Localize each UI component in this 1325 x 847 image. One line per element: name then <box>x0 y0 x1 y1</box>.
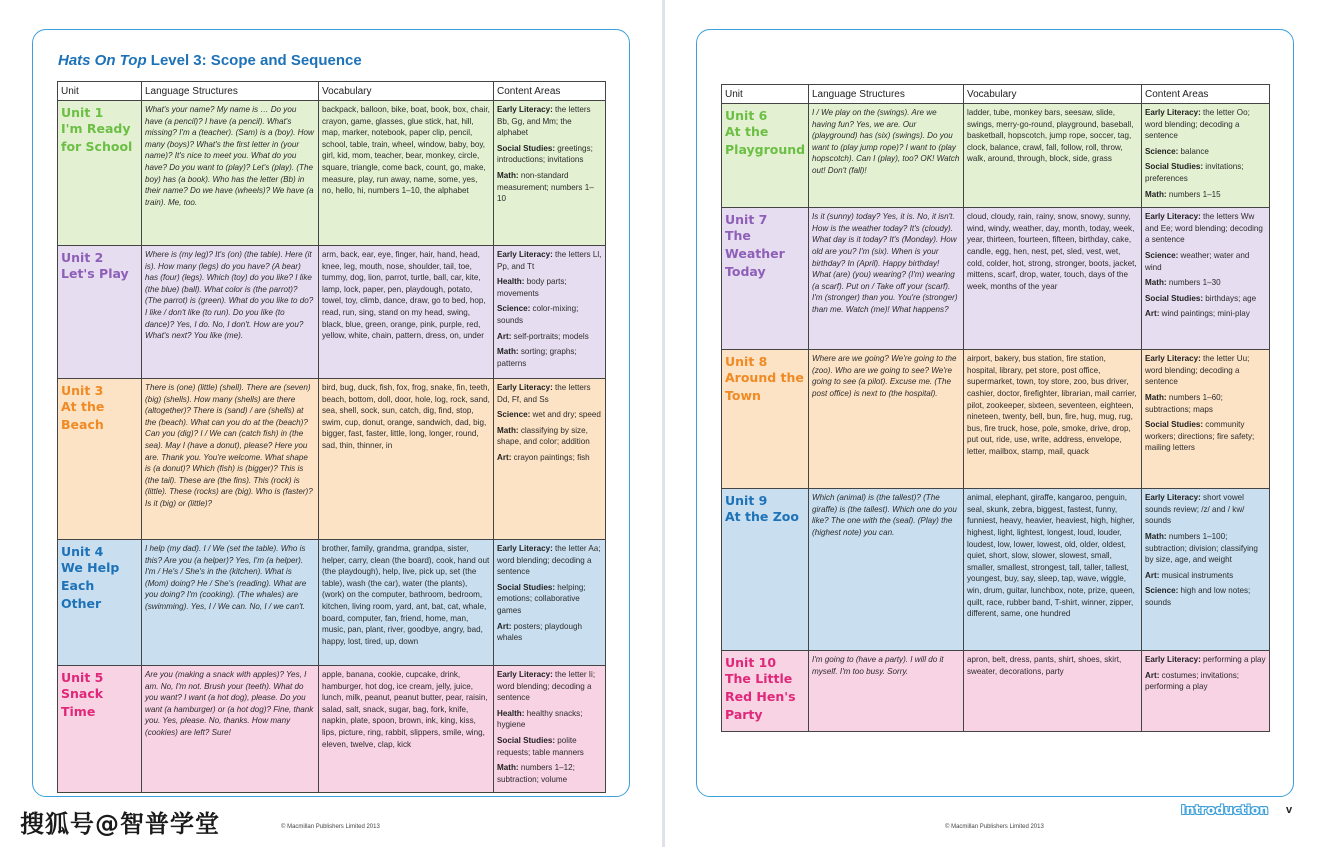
unit-number: Unit 3 <box>61 383 104 398</box>
content-area-item <box>497 409 602 421</box>
vocabulary-cell: cloud, cloudy, rain, rainy, snow, snowy, sunny, wind, windy, weather, day, month, today, week, year, thirteen, fourteen, fifteen, birthday, cake, candle, egg, hen, nest, pet, sled, vest, wet, cold, colder, hot, strong, stronger, boots, jacket, mittens, scarf, drop, water, touch, days of the week, months of the year <box>964 208 1142 350</box>
content-areas-cell <box>1142 208 1270 350</box>
content-area-label: Social Studies: <box>497 735 556 745</box>
unit-number: Unit 6 <box>725 108 768 123</box>
units-body <box>58 101 606 793</box>
content-area-item <box>497 452 602 464</box>
content-area-item <box>497 249 602 272</box>
content-area-label: Science: <box>1145 146 1179 156</box>
content-area-text: the letters Ll, Pp, and Tt <box>497 250 602 271</box>
units-body <box>722 104 1270 732</box>
content-area-item <box>497 582 602 617</box>
language-structures-cell: Which (animal) is (the tallest)? (The giraffe) is (the tallest). Which one do you like? The one with the (seal). (Play) the (highest note) you can. <box>809 489 964 651</box>
unit-cell <box>58 246 142 379</box>
content-area-text: invitations; preferences <box>1145 162 1244 183</box>
content-area-text: short vowel sounds review; /z/ and / kw/ sounds <box>1145 493 1245 526</box>
vocabulary-cell: airport, bakery, bus station, fire station, hospital, library, pet store, post office, supermarket, town, toy store, zoo, bus driver, cashier, doctor, firefighter, librarian, mail carrier, pilot, zookeeper, sixteen, seventeen, eighteen, nineteen, twenty, bell, bun, fire, hug, mug, rug, bus, fire truck, hose, pole, smoke, drive, drop, put out, ride, use, write, address, envelope, letter, mailbox, stamp, mail, quack <box>964 350 1142 489</box>
content-area-item <box>497 303 602 326</box>
content-area-label: Math: <box>1145 189 1167 199</box>
unit-name: The Little Red Hen's Party <box>725 671 796 723</box>
content-area-label: Early Literacy: <box>1145 354 1201 364</box>
content-area-text: numbers 1–100; subtraction; division; classifying by size, age, and weight <box>1145 531 1258 565</box>
content-area-label: Math: <box>497 763 519 773</box>
header-vocab: Vocabulary <box>964 85 1142 104</box>
content-area-item <box>497 762 602 785</box>
unit-row <box>58 379 606 540</box>
unit-name: Snack Time <box>61 686 104 719</box>
content-area-text: numbers 1–30 <box>1168 278 1221 288</box>
content-area-label: Science: <box>497 304 531 314</box>
page-title <box>58 52 362 69</box>
content-area-item <box>497 346 602 369</box>
content-area-item <box>1145 570 1266 582</box>
unit-row <box>58 101 606 246</box>
header-row <box>58 82 606 101</box>
content-area-item <box>1145 308 1266 320</box>
content-area-label: Math: <box>1145 392 1167 402</box>
language-structures-cell: There is (one) (little) (shell). There are (seven) (big) (shells). How many (shells) are there (altogether)? There is (sand) / are (shells) at the (beach). What can you do at the (beach)? Can you (dig)? I / We can (catch fish) in (the sea). May I (have a donut), please? Here you are. Thank you. You're welcome. What shape is (a donut)? Which (fish) is (bigger)? This is (the tail). These are (the fins). This (rock) is (little). These (rocks) are (big). Who is (faster)? Is it (big) or (little)? <box>142 379 319 540</box>
content-area-text: color-mixing; sounds <box>497 304 579 325</box>
unit-cell <box>58 101 142 246</box>
content-area-item <box>1145 531 1266 566</box>
language-structures-cell: Where is (my leg)? It's (on) (the table). Here (it is). How many (legs) do you have? (A bear) has (four) (legs). Which (toy) do you like? I like (the blue) (ball). What color is (the parrot)? (The parrot) is (green). What do you like to do? I like / don't like (to run). Do you like (to dance)? Yes, I do. No, I don't. How are you? What's next? You like (me). <box>142 246 319 379</box>
unit-number: Unit 2 <box>61 250 104 265</box>
content-area-item <box>1145 189 1266 201</box>
vocabulary-cell: apron, belt, dress, pants, shirt, shoes, skirt, sweater, decorations, party <box>964 651 1142 732</box>
content-area-label: Social Studies: <box>497 143 556 153</box>
unit-name: Let's Play <box>61 266 129 281</box>
scope-table-left <box>57 81 606 793</box>
footer-copyright: © Macmillan Publishers Limited 2013 <box>281 824 380 830</box>
watermark: 搜狐号@智普学堂 <box>20 810 220 838</box>
content-area-label: Early Literacy: <box>497 250 553 259</box>
unit-row <box>58 246 606 379</box>
content-area-label: Art: <box>497 621 512 631</box>
content-area-label: Early Literacy: <box>497 105 553 114</box>
content-area-label: Art: <box>497 452 512 462</box>
content-area-item <box>1145 146 1266 158</box>
header-content: Content Areas <box>494 82 606 101</box>
unit-cell <box>58 379 142 540</box>
content-area-text: body parts; movements <box>497 277 567 298</box>
content-area-text: the letter Ii; word blending; decoding a sentence <box>497 670 596 703</box>
content-areas-cell <box>494 666 606 793</box>
content-area-label: Math: <box>1145 278 1167 288</box>
vocabulary-cell: backpack, balloon, bike, boat, book, box, chair, crayon, game, glasses, glue stick, hat, hill, map, marker, notebook, paper clip, pencil, school, table, train, wheel, window, baby, boy, girl, kid, mom, teacher, bear, monkey, circle, square, triangle, come back, count, go, make, measure, play, run away, name, some, yes, no, hello, hi, numbers 1–10, the alphabet <box>319 101 494 246</box>
content-area-item <box>1145 250 1266 273</box>
content-area-item <box>1145 670 1266 693</box>
header-lang: Language Structures <box>809 85 964 104</box>
content-area-label: Health: <box>497 708 525 718</box>
content-area-text: birthdays; age <box>1205 293 1257 303</box>
vocabulary-cell: bird, bug, duck, fish, fox, frog, snake, fin, teeth, beach, bottom, doll, door, hole, log, rock, sand, sea, shell, sock, sun, catch, dig, find, stop, swim, cup, donut, orange, sandwich, dad, big, bigger, fast, faster, little, long, longer, round, sad, thin, thinner, in <box>319 379 494 540</box>
vocabulary-cell: brother, family, grandma, grandpa, sister, helper, carry, clean (the board), cook, hand out (the playdough), help, live, pick up, set (the table), wash (the car), water (the plants), (work) on the computer, bathroom, bedroom, kitchen, living room, yard, ant, bat, cat, whale, board, computer, fan, friend, home, man, music, pan, plant, river, goodbye, angry, bad, happy, lost, tired, up, down <box>319 540 494 666</box>
language-structures-cell: Are you (making a snack with apples)? Yes, I am. No, I'm not. Brush your (teeth). What do you want? I want (a hot dog), please. Do you want (a hamburger) or (a hot dog)? Fine, thank you. Yes, please. No, thanks. How many (cookies) are left? Sure! <box>142 666 319 793</box>
content-areas-cell <box>1142 350 1270 489</box>
content-area-text: balance <box>1180 146 1209 156</box>
unit-name: Around the Town <box>725 370 804 404</box>
content-area-item <box>1145 654 1266 666</box>
header-unit: Unit <box>722 85 809 104</box>
content-area-text: the letters Dd, Ff, and Ss <box>497 383 591 404</box>
content-area-item <box>1145 353 1266 388</box>
content-area-item <box>1145 277 1266 289</box>
language-structures-cell: I'm going to (have a party). I will do it myself. I'm too busy. Sorry. <box>809 651 964 732</box>
content-areas-cell <box>494 246 606 379</box>
right-page <box>665 0 1325 847</box>
content-area-label: Early Literacy: <box>1145 493 1201 503</box>
scope-table-right <box>721 84 1270 732</box>
content-area-text: crayon paintings; fish <box>513 452 590 462</box>
content-area-item <box>1145 419 1266 454</box>
content-area-text: performing a play <box>1203 655 1266 665</box>
unit-row <box>58 540 606 666</box>
content-area-text: self-portraits; models <box>513 331 589 341</box>
content-area-label: Math: <box>497 425 519 435</box>
content-area-label: Math: <box>1145 531 1167 541</box>
content-area-label: Early Literacy: <box>1145 212 1201 222</box>
content-area-label: Early Literacy: <box>497 383 553 392</box>
content-area-text: the letter Aa; word blending; decoding a sentence <box>497 544 601 577</box>
unit-name: At the Zoo <box>725 509 799 525</box>
content-area-item <box>497 143 602 166</box>
content-area-item <box>497 425 602 448</box>
unit-name: At the Playground <box>725 124 806 157</box>
content-area-label: Social Studies: <box>1145 420 1204 430</box>
content-areas-cell <box>1142 489 1270 651</box>
unit-row <box>722 489 1270 651</box>
header-lang: Language Structures <box>142 82 319 101</box>
content-area-text: numbers 1–15 <box>1168 189 1221 199</box>
unit-row <box>58 666 606 793</box>
unit-row <box>722 208 1270 350</box>
content-area-item <box>497 735 602 758</box>
content-area-label: Early Literacy: <box>497 670 553 679</box>
unit-name: The Weather Today <box>725 228 785 280</box>
content-area-label: Social Studies: <box>1145 293 1204 303</box>
unit-name: I'm Ready for School <box>61 121 133 154</box>
content-area-text: numbers 1–12; subtraction; volume <box>497 763 575 784</box>
content-area-item <box>1145 211 1266 246</box>
content-area-label: Social Studies: <box>497 582 556 592</box>
header-unit: Unit <box>58 82 142 101</box>
content-areas-cell <box>1142 651 1270 732</box>
unit-row <box>722 104 1270 208</box>
header-row <box>722 85 1270 104</box>
content-area-text: sorting; graphs; patterns <box>497 347 577 368</box>
content-areas-cell <box>494 540 606 666</box>
unit-number: Unit 4 <box>61 544 104 559</box>
content-area-item <box>497 382 602 405</box>
content-area-item <box>497 543 602 578</box>
content-area-text: greetings; introductions; invitations <box>497 143 593 165</box>
content-area-text: helping; emotions; collaborative games <box>497 582 586 615</box>
unit-number: Unit 10 <box>725 655 777 671</box>
unit-row <box>722 651 1270 732</box>
content-area-item <box>497 170 602 205</box>
header-content: Content Areas <box>1142 85 1270 104</box>
unit-row <box>722 350 1270 489</box>
unit-cell <box>722 489 809 651</box>
unit-number: Unit 9 <box>725 493 768 509</box>
content-area-label: Science: <box>1145 250 1179 260</box>
content-area-text: polite requests; table manners <box>497 735 584 757</box>
content-area-item <box>497 621 602 644</box>
title-rest: Level 3: Scope and Sequence <box>150 52 362 69</box>
content-area-text: healthy snacks; hygiene <box>497 708 583 730</box>
unit-number: Unit 5 <box>61 670 104 685</box>
vocabulary-cell: apple, banana, cookie, cupcake, drink, hamburger, hot dog, ice cream, jelly, juice, lunch, milk, peanut, peanut butter, pear, raisin, salad, salt, snack, sugar, bag, fork, knife, napkin, plate, spoon, brown, ink, king, kiss, lips, picture, ring, rabbit, slippers, smile, wing, eleven, twelve, clap, kick <box>319 666 494 793</box>
page-number: v <box>1286 804 1293 816</box>
language-structures-cell: I help (my dad). I / We (set the table). Who is this? Are you (a helper)? Yes, I'm (a helper). I'm / He's / She's in the (kitchen). What is (Mom) doing? He / She's (reading). What are you doing? I'm (cooking). (The whales) are (swimming). Yes, I / We can. No, I / we can't. <box>142 540 319 666</box>
content-area-label: Science: <box>1145 586 1179 596</box>
vocabulary-cell: animal, elephant, giraffe, kangaroo, penguin, seal, skunk, zebra, biggest, fastest, funny, funniest, heavy, heavier, heaviest, high, higher, highest, light, lightest, longest, loud, louder, loudest, low, lower, lowest, old, older, oldest, quiet, short, slow, slower, slowest, small, smaller, smallest, strongest, tall, taller, tallest, youngest, buy, say, sleep, tap, wave, wiggle, win, drum, guitar, lunchbox, note, prize, queen, quilt, race, rubber band, T-shirt, winner, zipper, different, same, one hundred <box>964 489 1142 651</box>
content-area-text: the letter Uu; word blending; decoding a sentence <box>1145 354 1250 387</box>
content-area-text: classifying by size, shape, and color; addition <box>497 425 590 447</box>
header-vocab: Vocabulary <box>319 82 494 101</box>
content-area-text: musical instruments <box>1161 570 1234 580</box>
unit-cell <box>58 540 142 666</box>
content-area-item <box>1145 392 1266 415</box>
content-area-item <box>497 276 602 299</box>
content-area-label: Art: <box>497 331 512 341</box>
content-area-label: Science: <box>497 410 531 420</box>
content-area-text: wet and dry; speed <box>532 410 601 420</box>
vocabulary-cell: ladder, tube, monkey bars, seesaw, slide, swings, merry-go-round, playground, baseball, basketball, hopscotch, jump rope, soccer, tag, clock, balance, crawl, fall, follow, roll, throw, walk, around, through, block, side, grass <box>964 104 1142 208</box>
unit-cell <box>722 208 809 350</box>
content-area-label: Health: <box>497 277 525 287</box>
unit-cell <box>722 104 809 208</box>
unit-cell <box>58 666 142 793</box>
unit-number: Unit 7 <box>725 212 768 228</box>
left-page <box>0 0 662 847</box>
content-area-text: posters; playdough whales <box>497 621 583 643</box>
content-area-text: high and low notes; sounds <box>1145 586 1251 607</box>
language-structures-cell: What's your name? My name is … Do you have (a pencil)? I have (a pencil). What's missing? I'm a (teacher). (Sam) is a (boy). How many (boys)? What's the first letter in (your name)? It's nice to meet you. What do you have? Do you want to (play)? Let's (play). (The boy) has (a book). Who has the letter (Bb) in their name? Do we have (wheels)? We have (a train). Me, too. <box>142 101 319 246</box>
content-area-text: the letters Ww and Ee; word blending; decoding a sentence <box>1145 212 1263 245</box>
content-area-label: Early Literacy: <box>497 544 553 553</box>
unit-cell <box>722 651 809 732</box>
unit-cell <box>722 350 809 489</box>
content-area-text: non-standard measurement; numbers 1–10 <box>497 170 594 204</box>
content-area-label: Early Literacy: <box>1145 655 1201 665</box>
content-area-item <box>497 104 602 139</box>
content-area-text: wind paintings; mini-play <box>1161 309 1250 319</box>
vocabulary-cell: arm, back, ear, eye, finger, hair, hand, head, knee, leg, mouth, nose, shoulder, tail, toe, tummy, dog, lion, parrot, turtle, ball, car, kite, lamp, lock, paper, pen, playdough, potato, towel, toy, climb, dance, draw, go to bed, hop, read, run, sing, stand on my head, swing, black, blue, green, orange, pink, purple, red, yellow, white, chain, pattern, dress, on, under <box>319 246 494 379</box>
unit-number: Unit 1 <box>61 105 104 120</box>
unit-name: We Help Each Other <box>61 560 120 611</box>
footer-copyright: © Macmillan Publishers Limited 2013 <box>945 824 1044 830</box>
content-area-label: Art: <box>1145 309 1160 319</box>
content-area-item <box>1145 107 1266 142</box>
unit-name: At the Beach <box>61 399 105 432</box>
content-areas-cell <box>494 379 606 540</box>
content-area-item <box>1145 492 1266 527</box>
content-area-label: Art: <box>1145 570 1160 580</box>
content-area-item <box>1145 161 1266 184</box>
content-area-label: Social Studies: <box>1145 162 1204 172</box>
book-title: Hats On Top <box>58 52 147 69</box>
content-area-text: costumes; invitations; performing a play <box>1145 670 1240 692</box>
content-area-text: community workers; directions; fire safety; mailing letters <box>1145 420 1255 453</box>
content-area-item <box>497 669 602 704</box>
content-areas-cell <box>1142 104 1270 208</box>
content-area-item <box>1145 585 1266 608</box>
content-area-item <box>1145 293 1266 305</box>
content-area-item <box>497 708 602 731</box>
language-structures-cell: Where are we going? We're going to the (zoo). Who are we going to see? We're going to see (a pilot). Excuse me. (The post office) is next to (the hospital). <box>809 350 964 489</box>
language-structures-cell: Is it (sunny) today? Yes, it is. No, it isn't. How is the weather today? It's (cloudy). What day is it today? It's (Monday). How old are you? I'm (six). When is your birthday? In (April). Happy birthday! What (are) (you) wearing? (I'm) wearing (a scarf). Put on / Take off your (scarf). I'm (stronger) than you. You're (stronger) than me. Watch (me)! What happens? <box>809 208 964 350</box>
introduction-label: Introduction <box>1181 802 1269 817</box>
content-area-label: Art: <box>1145 670 1160 680</box>
language-structures-cell: I / We play on the (swings). Are we having fun? Yes, we are. Our (playground) has (six) (swings). Do you want to (play jump rope)? I want to (play hopscotch). Can I (play), too? OK! Watch out! Don't (fall)! <box>809 104 964 208</box>
content-area-text: weather; water and wind <box>1145 250 1250 272</box>
content-area-text: the letters Bb, Gg, and Mm; the alphabet <box>497 105 591 138</box>
content-area-item <box>497 331 602 343</box>
content-area-text: numbers 1–60; subtractions; maps <box>1145 392 1223 414</box>
content-area-label: Math: <box>497 170 519 180</box>
unit-number: Unit 8 <box>725 354 768 370</box>
content-area-text: the letter Oo; word blending; decoding a sentence <box>1145 108 1250 141</box>
content-area-label: Early Literacy: <box>1145 108 1201 117</box>
content-area-label: Math: <box>497 347 519 357</box>
content-areas-cell <box>494 101 606 246</box>
